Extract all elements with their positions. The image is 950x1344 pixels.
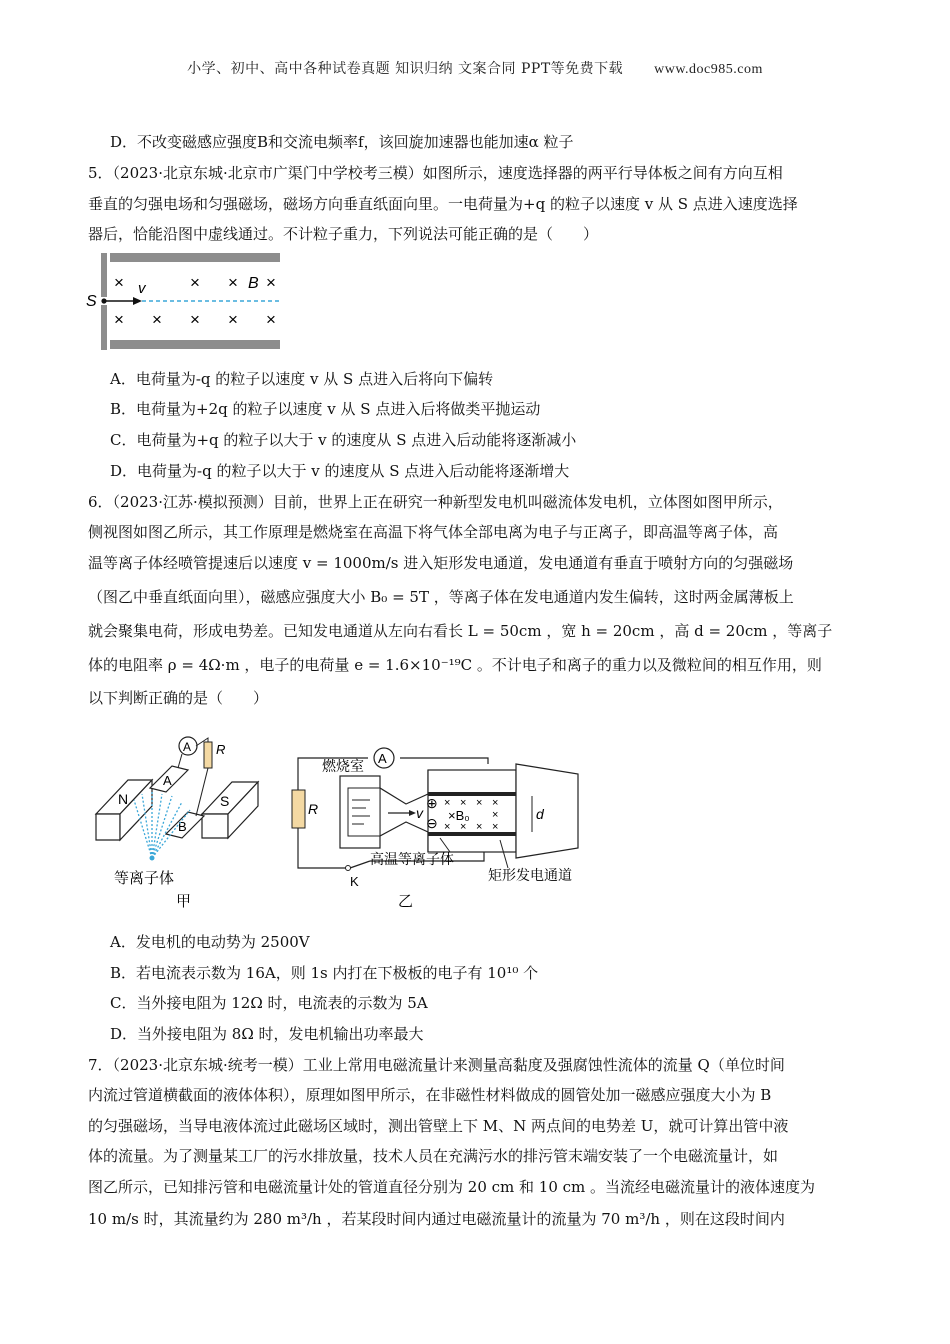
combustion-inner [348, 788, 380, 836]
q6-line-5: 就会聚集电荷，形成电势差。已知发电通道从左向右看长 L = 50cm ，宽 h = 20cm ，高 d = 20cm ，等离子 [88, 622, 833, 640]
label-plasma: 等离子体 [114, 870, 175, 887]
q6-option-a: A．发电机的电动势为 2500V [110, 933, 310, 951]
lower-plate [110, 340, 280, 349]
label-plate-a: A [163, 773, 172, 788]
q6-option-b: B．若电流表示数为 16A，则 1s 内打在下极板的电子有 10¹⁰ 个 [110, 964, 539, 982]
left-wall-bottom [101, 305, 107, 350]
minus-electron: ⊖ [426, 815, 438, 831]
label-s: S [86, 293, 97, 310]
arrow-head [133, 297, 142, 305]
label-d: d [536, 806, 544, 822]
wire [178, 754, 182, 768]
svg-text:×: × [476, 797, 483, 809]
cross: × [266, 310, 276, 329]
nozzle [380, 770, 428, 804]
q6-option-c: C．当外接电阻为 12Ω 时，电流表的示数为 5A [110, 994, 428, 1012]
q6-option-d: D．当外接电阻为 8Ω 时，发电机输出功率最大 [110, 1025, 424, 1043]
left-wall-top [101, 253, 107, 297]
svg-text:×: × [444, 821, 451, 833]
flow-arrow-head [409, 810, 416, 816]
upper-plate [110, 253, 280, 262]
q7-line-5: 图乙所示，已知排污管和电磁流量计处的管道直径分别为 20 cm 和 10 cm 。当流经电磁流量计的液体速度为 [88, 1178, 816, 1196]
svg-text:×: × [492, 821, 499, 833]
outlet-casing [516, 764, 578, 858]
caption-jia: 甲 [176, 893, 192, 910]
lower-electrode [428, 832, 516, 836]
label-v-yi: v [416, 805, 423, 821]
label-plate-b: B [178, 819, 187, 834]
q7-line-1: 7．（2023·北京东城·统考一模）工业上常用电磁流量计来测量高黏度及强腐蚀性流体的流量 Q（单位时间 [88, 1056, 785, 1074]
q5-option-a: A．电荷量为-q 的粒子以速度 v 从 S 点进入后将向下偏转 [110, 370, 494, 388]
q5-figure [82, 248, 292, 356]
label-v: v [138, 280, 146, 297]
circuit-wire [400, 758, 488, 764]
cross: × [190, 310, 200, 329]
label-channel: 矩形发电通道 [488, 867, 572, 883]
svg-text:×: × [476, 821, 483, 833]
resistor [204, 742, 212, 768]
label-r: R [216, 742, 226, 757]
cross: × [266, 273, 276, 292]
cross: × [228, 273, 238, 292]
svg-text:×: × [444, 797, 451, 809]
plus-ion: ⊕ [426, 795, 438, 811]
nozzle [380, 822, 428, 852]
q7-line-2: 内流过管道横截面的液体体积），原理如图甲所示，在非磁性材料做成的圆管处加一磁感应强度大小为 B [88, 1086, 772, 1104]
cross: × [152, 310, 162, 329]
q7-line-3: 的匀强磁场，当导电液体流过此磁场区域时，测出管壁上下 M、N 两点间的电势差 U，就可计算出管中液 [88, 1117, 789, 1135]
label-chamber: 燃烧室 [322, 758, 364, 774]
label-b0: ×B₀ [448, 808, 470, 823]
svg-text:×: × [492, 797, 499, 809]
n-block-front [96, 814, 120, 840]
header-text: 小学、初中、高中各种试卷真题 知识归纳 文案合同 PPT等免费下载 [187, 61, 624, 77]
svg-text:×: × [492, 809, 499, 821]
switch-pivot [346, 866, 351, 871]
label-b: B [248, 275, 259, 292]
q5-stem-2: 垂直的匀强电场和匀强磁场，磁场方向垂直纸面向里。一电荷量为+q 的粒子以速度 v 从 S 点进入速度选择 [88, 195, 798, 213]
cross: × [114, 310, 124, 329]
label-ammeter: A [183, 740, 192, 754]
svg-text:×: × [460, 821, 467, 833]
caption-yi: 乙 [398, 893, 414, 910]
q6-figure-jia [92, 730, 272, 910]
q5-option-b: B．电荷量为+2q 的粒子以速度 v 从 S 点进入后将做类平抛运动 [110, 400, 541, 418]
s-block-front [202, 814, 228, 838]
q4-option-d: D．不改变磁感应强度B和交流电频率f，该回旋加速器也能加速α 粒子 [110, 133, 574, 151]
cross: × [190, 273, 200, 292]
q7-line-4: 体的流量。为了测量某工厂的污水排放量，技术人员在充满污水的排污管末端安装了一个电磁流量计，如 [88, 1147, 779, 1165]
q6-line-4: （图乙中垂直纸面向里），磁感应强度大小 B₀ = 5T ，等离子体在发电通道内发生偏转，这时两金属薄板上 [88, 588, 794, 606]
q6-line-2: 侧视图如图乙所示，其工作原理是燃烧室在高温下将气体全部电离为电子与正离子，即高温等离子体，高 [88, 523, 779, 541]
cross: × [114, 273, 124, 292]
label-k: K [350, 874, 359, 889]
q5-stem-1: 5．（2023·北京东城·北京市广渠门中学校考三模）如图所示，速度选择器的两平行导体板之间有方向互相 [88, 164, 783, 182]
point-s [101, 298, 106, 303]
q6-line-6: 体的电阻率 ρ = 4Ω·m ，电子的电荷量 e = 1.6×10⁻¹⁹C 。不计电子和离子的重力以及微粒间的相互作用，则 [88, 656, 822, 674]
q7-line-6: 10 m/s 时，其流量约为 280 m³/h ，若某段时间内通过电磁流量计的流量为 70 m³/h ，则在这段时间内 [88, 1210, 785, 1228]
q6-line-3: 温等离子体经喷管提速后以速度 v = 1000m/s 进入矩形发电通道，发电通道有垂直于喷射方向的匀强磁场 [88, 554, 794, 572]
resistor-yi [292, 790, 305, 828]
switch-k [350, 861, 370, 868]
q6-line-7: 以下判断正确的是（ ） [88, 689, 269, 707]
upper-electrode [428, 792, 516, 796]
svg-text:×: × [460, 797, 467, 809]
page-header [0, 58, 950, 78]
label-ammeter-yi: A [378, 751, 387, 766]
label-s: S [220, 793, 230, 809]
q6-figure-yi [288, 740, 608, 912]
cross: × [228, 310, 238, 329]
q6-line-1: 6．（2023·江苏·模拟预测）目前，世界上正在研究一种新型发电机叫磁流体发电机，立体图如图甲所示， [88, 493, 783, 511]
header-site: www.doc985.com [654, 62, 763, 77]
label-plasma-yi: 高温等离子体 [370, 851, 454, 867]
plasma-source [150, 856, 155, 861]
q5-option-d: D．电荷量为-q 的粒子以大于 v 的速度从 S 点进入后动能将逐渐增大 [110, 462, 570, 480]
label-r-yi: R [308, 801, 319, 817]
label-n: N [118, 791, 129, 807]
q5-stem-3: 器后，恰能沿图中虚线通过。不计粒子重力，下列说法可能正确的是（ ） [88, 225, 599, 243]
q5-option-c: C．电荷量为+q 的粒子以大于 v 的速度从 S 点进入后动能将逐渐减小 [110, 431, 577, 449]
